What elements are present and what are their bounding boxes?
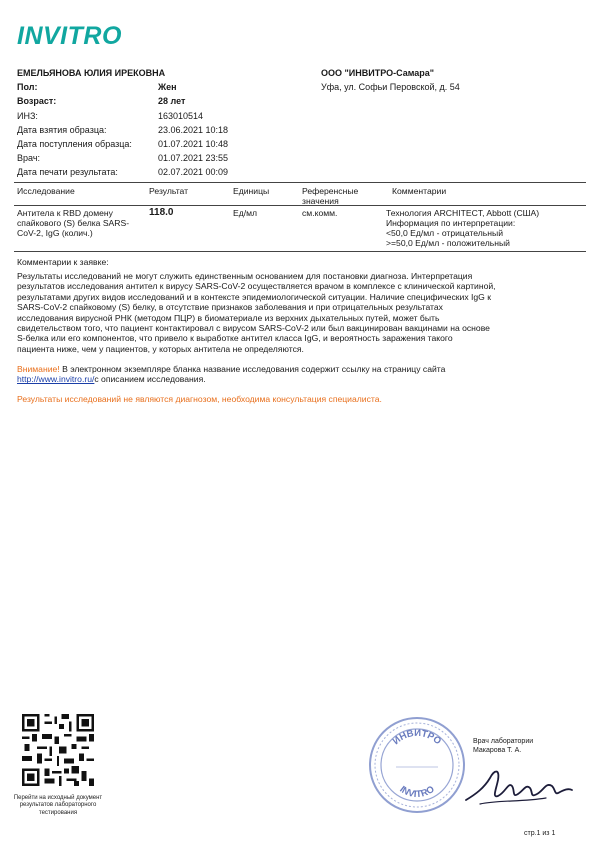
interpretation-line: пациента ниже, чем у пациентов, у которых антитела не определяются. — [17, 343, 304, 354]
interpretation-text — [17, 271, 577, 354]
results-table-header — [14, 182, 586, 206]
lab-stamp-icon — [366, 714, 468, 816]
qr-code[interactable] — [22, 714, 94, 786]
svg-text:ИНВИТРО — [391, 728, 443, 747]
result-units: Ед/мл — [233, 208, 258, 218]
page-number: стр.1 из 1 — [524, 830, 556, 837]
doctor-signature-block — [473, 737, 533, 755]
header-units: Единицы — [233, 186, 270, 196]
lab-info — [321, 66, 460, 94]
print-date-label: Дата печати результата: — [17, 167, 118, 178]
test-name-line3: CoV-2, IgG (колич.) — [17, 228, 93, 238]
lab-address: Уфа, ул. Софьи Перовской, д. 54 — [321, 82, 460, 93]
interpretation-line: результатами других видов исследований и в контексте эпидемиологической ситуации. Наличие специфических IgG к — [17, 291, 491, 302]
age-row — [17, 94, 228, 108]
qr-caption: Перейти на исходный документ результатов лабораторного тестирования — [13, 795, 103, 816]
signature-icon — [462, 760, 574, 812]
header-reference — [302, 186, 358, 206]
age-value: 28 лет — [158, 96, 186, 107]
sample-date-value: 23.06.2021 10:18 — [158, 124, 229, 135]
comment-line1: Технология ARCHITECT, Abbott (США) — [386, 208, 540, 218]
header-test: Исследование — [17, 186, 75, 196]
stamp-text-bottom: INVITRO — [397, 783, 437, 801]
receipt-date-row — [17, 137, 228, 151]
invitro-site-link[interactable]: http://www.invitro.ru/ — [17, 374, 95, 385]
doctor-row — [17, 151, 228, 165]
print-date-value: 02.07.2021 00:09 — [158, 167, 229, 178]
warning-after-link: с описанием исследования. — [94, 374, 206, 385]
result-comment — [386, 208, 586, 248]
comment-line2: Информация по интерпретации: — [386, 218, 516, 228]
invitro-logo: INVITRO — [17, 22, 122, 50]
test-name — [17, 208, 149, 238]
comment-line4: >=50,0 Ед/мл - положительный — [386, 238, 510, 248]
result-value: 118.0 — [149, 207, 174, 218]
header-reference-line1: Референсные — [302, 186, 359, 196]
test-name-line2: спайкового (S) белка SARS- — [17, 218, 130, 228]
sample-date-row — [17, 123, 228, 137]
patient-info — [17, 66, 228, 180]
warning-text: В электронном экземпляре бланка название исследования содержит ссылку на страницу сайта — [59, 364, 446, 374]
print-date-row — [17, 165, 228, 179]
interpretation-line: исследования вирусной РНК (методом ПЦР) в биоматериале из верхних дыхательных путей, может быть — [17, 312, 440, 323]
inz-value: 163010514 — [158, 110, 204, 121]
receipt-date-label: Дата поступления образца: — [17, 139, 132, 150]
warning-note — [17, 364, 577, 385]
doctor-label: Врач: — [17, 153, 41, 164]
lab-name: ООО "ИНВИТРО-Самара" — [321, 68, 435, 78]
result-reference: см.комм. — [302, 208, 338, 218]
doctor-value: 01.07.2021 23:55 — [158, 153, 229, 164]
sex-label: Пол: — [17, 82, 38, 93]
age-label: Возраст: — [17, 96, 57, 107]
receipt-date-value: 01.07.2021 10:48 — [158, 139, 229, 150]
doctor-name: Макарова Т. А. — [473, 747, 522, 754]
request-comments-label: Комментарии к заявке: — [17, 257, 109, 267]
header-comment: Комментарии — [392, 186, 447, 196]
interpretation-line: S-белка или его компонентов, что привело к выработке антител класса IgG, и вероятность заражения такого — [17, 333, 453, 344]
header-reference-line2: значения — [302, 196, 339, 206]
interpretation-line: SARS-CoV-2 спайковому (S) белку, в отсутствие признаков заболевания и при отрицательных результатах — [17, 302, 443, 313]
interpretation-line: результатов исследования антител к вирусу SARS-CoV-2 осуществляется врачом в комплексе с клинической картиной, — [17, 281, 496, 292]
stamp-text-top: ИНВИТРО — [390, 727, 444, 748]
inz-label: ИНЗ: — [17, 110, 38, 121]
disclaimer: Результаты исследований не являются диагнозом, необходима консультация специалиста. — [17, 394, 382, 404]
comment-line3: <50,0 Ед/мл - отрицательный — [386, 228, 503, 238]
interpretation-line: свидетельством того, что пациент контактировал с вирусом SARS-CoV-2 или был вакцинирован вакцинами на основе — [17, 323, 490, 334]
doctor-title: Врач лаборатории — [473, 738, 534, 745]
sex-value: Жен — [158, 82, 177, 93]
warning-label: Внимание! — [17, 364, 60, 374]
table-bottom-divider — [14, 251, 586, 252]
interpretation-line: Результаты исследований не могут служить единственным основанием для постановки диагноза. Интерпретация — [17, 271, 473, 281]
inz-row — [17, 109, 228, 123]
test-name-line1: Антитела к RBD домену — [17, 208, 113, 218]
header-result: Результат — [149, 186, 189, 196]
sex-row — [17, 80, 228, 94]
patient-name: ЕМЕЛЬЯНОВА ЮЛИЯ ИРЕКОВНА — [17, 68, 166, 78]
sample-date-label: Дата взятия образца: — [17, 124, 107, 135]
